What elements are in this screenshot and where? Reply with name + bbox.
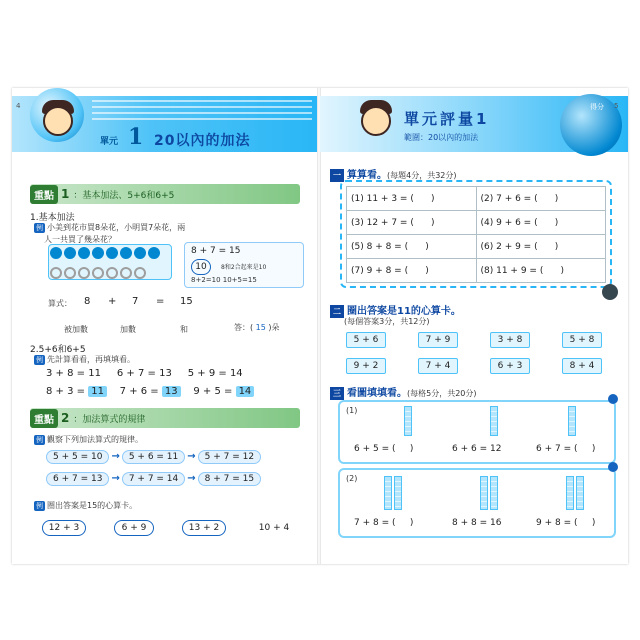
q2-card[interactable]: 6 + 3 (490, 358, 530, 374)
answer-line: 答：( 15 )朵 (234, 323, 280, 332)
q1-item[interactable]: (8) 11 + 9 = ( ) (476, 259, 606, 283)
equation-equals: = (156, 296, 165, 307)
panel2-eq-1[interactable]: 7 + 8 = ( ) (354, 518, 414, 528)
q1-item[interactable]: (4) 9 + 6 = ( ) (476, 211, 606, 235)
q2-card[interactable]: 9 + 2 (346, 358, 386, 374)
panel2-eq-2: 8 + 8 = 16 (452, 518, 502, 528)
q1-item[interactable]: (2) 7 + 6 = ( ) (476, 187, 606, 211)
section-title: ：基本加法、5+6和6+5 (73, 190, 175, 201)
equation-sum: 15 (180, 296, 193, 307)
review-title: 單元評量1 (404, 110, 490, 128)
q2-header: 二 圈出答案是11的心算卡。 (330, 302, 461, 318)
q1-item[interactable]: (5) 8 + 8 = ( ) (347, 235, 477, 259)
q3-header: 三 看圖填填看。(每格5分，共20分) (330, 384, 477, 400)
q2-card[interactable]: 8 + 4 (562, 358, 602, 374)
page-number: 4 (16, 102, 21, 110)
mental-card-4[interactable]: 10 + 4 (258, 523, 290, 533)
cube-stack-icon (568, 406, 576, 436)
section-title: ：加法算式的規律 (73, 414, 146, 425)
review-subtitle: 範圍：20以內的加法 (404, 133, 479, 142)
commutative-row-2: 8 + 3 = 11 7 + 6 = 13 9 + 5 = 14 (46, 386, 254, 397)
boy-face-icon (43, 106, 73, 136)
mole-mascot-icon (602, 284, 618, 300)
cube-stack-icon (404, 406, 412, 436)
cards-problem: 例 圈出答案是15的心算卡。 (36, 501, 138, 510)
panel2-eq-3[interactable]: 9 + 8 = ( ) (536, 518, 596, 528)
right-page (320, 88, 628, 564)
section-number: 1 (61, 187, 70, 201)
q2-card[interactable]: 5 + 6 (346, 332, 386, 348)
rule-row-1: 5 + 5 = 10 → 5 + 6 = 11 → 5 + 7 = 12 (46, 450, 261, 464)
cube-stack-icon (480, 476, 488, 510)
unit-number: 1 (128, 124, 144, 150)
equation-operand-2: 7 (132, 296, 139, 307)
boy-face-icon (361, 106, 391, 136)
rule-problem: 例 觀察下列加法算式的規律。 (36, 435, 143, 444)
q3-panel-2 (338, 468, 616, 538)
q1-item[interactable]: (6) 2 + 9 = ( ) (476, 235, 606, 259)
pin-icon (608, 462, 618, 472)
flower-picture (48, 244, 172, 280)
cube-stack-icon (576, 476, 584, 510)
cube-stack-icon (566, 476, 574, 510)
q1-grid (346, 186, 606, 283)
cube-stack-icon (490, 476, 498, 510)
label-augend: 被加數 (64, 325, 88, 334)
page-number: 5 (614, 102, 619, 110)
q1-header: 一 算算看。(每題4分，共32分) (330, 166, 457, 182)
panel1-eq-1[interactable]: 6 + 5 = ( ) (354, 444, 414, 454)
problem-line-2: 人一共買了幾朵花？ (44, 235, 116, 244)
panel1-eq-3[interactable]: 6 + 7 = ( ) (536, 444, 596, 454)
q2-card[interactable]: 5 + 8 (562, 332, 602, 348)
hint-note: 8和2合起來是10 (221, 264, 267, 271)
q2-card[interactable]: 7 + 4 (418, 358, 458, 374)
pin-icon (608, 394, 618, 404)
commutative-row-1: 3 + 8 = 11 6 + 7 = 13 5 + 9 = 14 (46, 368, 243, 379)
equation-operand-1: 8 (84, 296, 91, 307)
hint-circle: 10 (191, 259, 211, 275)
label-addend: 加數 (120, 325, 136, 334)
score-label: 得分 (590, 103, 604, 111)
section-header-2 (30, 408, 300, 428)
cube-stack-icon (490, 406, 498, 436)
panel1-eq-2: 6 + 6 = 12 (452, 444, 502, 454)
equation-plus: + (108, 296, 117, 307)
subtitle-basic-addition: 1.基本加法 (30, 213, 75, 223)
cube-stack-icon (394, 476, 402, 510)
q2-card[interactable]: 3 + 8 (490, 332, 530, 348)
formula-label: 算式： (48, 299, 72, 308)
rule-row-2: 6 + 7 = 13 → 7 + 7 = 14 → 8 + 7 = 15 (46, 472, 261, 486)
panel-label: (2) (346, 474, 358, 483)
hint-box (184, 242, 304, 288)
problem-line-1: 例 小美到花市買8朵花，小明買7朵花，兩 (36, 223, 186, 232)
q1-item[interactable]: (1) 11 + 3 = ( ) (347, 187, 477, 211)
problem2-line: 例 先計算看看，再填填看。 (36, 355, 135, 364)
subtitle-commutative: 2.5+6和6+5 (30, 345, 86, 355)
unit-label: 單元 (100, 137, 119, 147)
unit-title: 20以內的加法 (154, 133, 251, 149)
q1-item[interactable]: (7) 9 + 8 = ( ) (347, 259, 477, 283)
section-number: 2 (61, 411, 70, 425)
left-page (12, 88, 318, 564)
label-sum: 和 (180, 325, 188, 334)
q2-card[interactable]: 7 + 9 (418, 332, 458, 348)
mental-card-3[interactable]: 13 + 2 (182, 520, 226, 536)
book-spread (12, 88, 628, 564)
mental-card-2[interactable]: 6 + 9 (114, 520, 154, 536)
hint-equation: 8 + 7 = 15 (191, 246, 241, 256)
section-header-1 (30, 184, 300, 204)
hint-steps: 8+2=10 10+5=15 (191, 276, 257, 284)
mental-card-1[interactable]: 12 + 3 (42, 520, 86, 536)
section-badge: 重點 (30, 409, 58, 428)
q3-panel-1 (338, 400, 616, 464)
q2-points: (每個答案3分，共12分) (344, 317, 430, 326)
panel-label: (1) (346, 406, 358, 415)
q1-item[interactable]: (3) 12 + 7 = ( ) (347, 211, 477, 235)
section-badge: 重點 (30, 185, 58, 204)
cube-stack-icon (384, 476, 392, 510)
